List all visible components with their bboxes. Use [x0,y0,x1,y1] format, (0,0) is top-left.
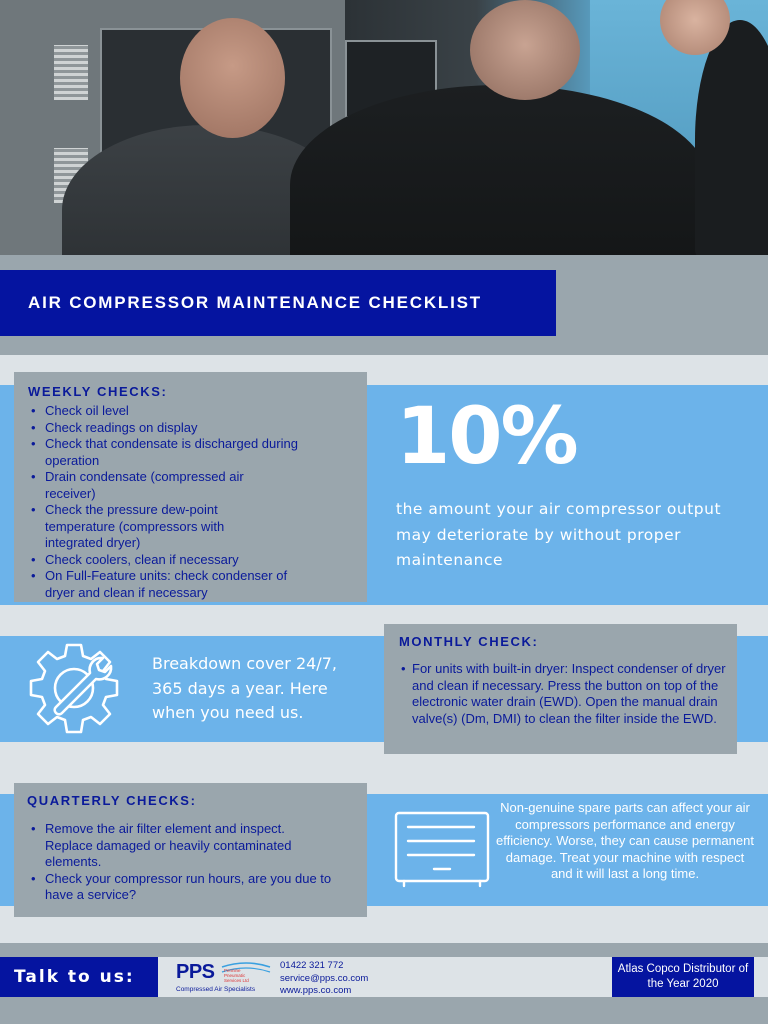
air-conditioner-unit-icon [394,810,490,888]
list-item: • Drain condensate (compressed air receiver) [14,469,367,502]
quarterly-checks-list [14,821,367,904]
weekly-checks-heading: WEEKLY CHECKS: [28,384,168,399]
talk-to-us-box [0,957,158,997]
award-box [612,957,754,997]
contact-details [280,960,368,998]
list-item: • Check that condensate is discharged during operation [14,436,367,469]
list-item: • Check the pressure dew-point temperature (compressors with integrated dryer) [14,502,367,552]
hero-photo [0,0,768,255]
email-link[interactable]: service@pps.co.com [280,972,369,984]
logo-wordmark: PPS [176,961,215,983]
weekly-checks-list [14,403,367,601]
phone-number[interactable]: 01422 321 772 [280,960,344,971]
page-title: AIR COMPRESSOR MAINTENANCE CHECKLIST [28,293,482,312]
breakdown-cover-text: Breakdown cover 24/7, 365 days a year. Here when you need us. [152,654,337,722]
weekly-checks-card [14,372,367,602]
technician-head [470,0,580,100]
list-item: • Check readings on display [14,420,367,437]
list-item: • On Full-Feature units: check condenser of dryer and clean if necessary [14,568,367,601]
logo-tagline: Compressed Air Specialists [176,986,256,993]
monthly-check-card [384,624,737,754]
list-item: • Check oil level [14,403,367,420]
title-box [0,270,556,336]
talk-to-us-label: Talk to us: [14,967,135,987]
gear-wrench-icon [20,641,132,737]
list-item: • For units with built-in dryer: Inspect condenser of dryer and clean if necessary. Press the button on top of the electronic water drain (EWD). Open the manual drain valve(s) (Dm, DMI) to clean the filter inside the EWD. [384,661,737,727]
company-logo [174,961,274,995]
logo-company-name: Pennine Pneumatic Services Ltd [224,968,249,983]
list-item: • Check your compressor run hours, are you due to have a service? [14,871,367,904]
list-item: • Remove the air filter element and inspect. Replace damaged or heavily contaminated elements. [14,821,367,871]
spare-parts-text: Non-genuine spare parts can affect your air compressors performance and energy efficiency. Worse, they can cause permanent damage. Treat your machine with respect and it will last a long time. [496,800,754,881]
monthly-check-heading: MONTHLY CHECK: [399,634,539,649]
stat-description: the amount your air compressor output may deteriorate by without proper maintenance [396,500,722,569]
monthly-check-list [384,661,737,727]
award-text: Atlas Copco Distributor of the Year 2020 [617,962,749,990]
stat-percentage: 10% [396,392,577,482]
quarterly-checks-card [14,783,367,917]
cabinet-vent [54,45,88,100]
quarterly-checks-heading: QUARTERLY CHECKS: [27,793,197,808]
technician-head [180,18,285,138]
website-link[interactable]: www.pps.co.com [280,985,352,996]
list-item: • Check coolers, clean if necessary [14,552,367,569]
